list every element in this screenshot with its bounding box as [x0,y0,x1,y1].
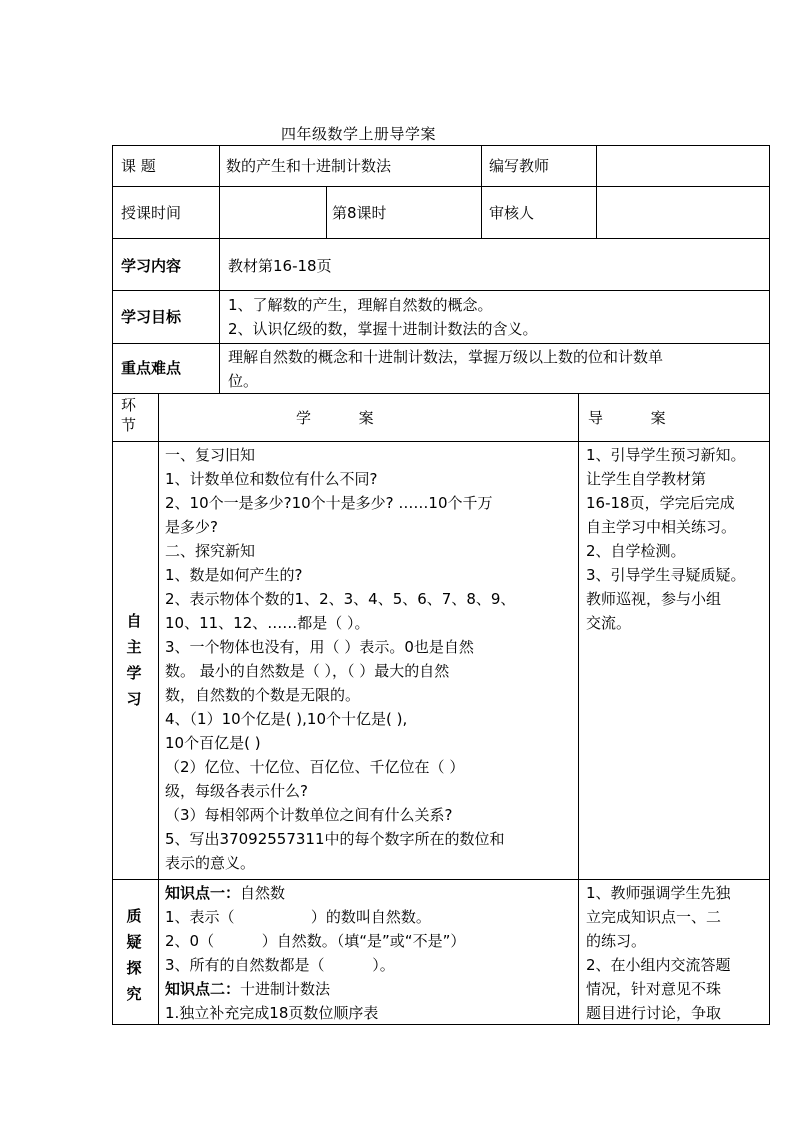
inquiry-line: 2、0（ ）自然数。（填“是”或“不是”） [165,932,466,950]
study-line: 4、（1）10个亿是( ),10个十亿是( ), [165,710,408,728]
guide-line: 2、自学检测。 [586,542,686,560]
guide-line: 交流。 [586,614,632,632]
inquiry-stage [124,903,144,1007]
stage-header-char: 环 [121,396,137,414]
study-line: （2）亿位、十亿位、百亿位、千亿位在（ ） [165,758,465,776]
guide-line: 1、教师强调学生先独 [586,884,731,902]
time-label: 授课时间 [121,204,182,222]
self-study-stage [124,608,144,712]
focus-line: 位。 [228,372,259,390]
content-label: 学习内容 [121,257,182,275]
course-value: 数的产生和十进制计数法 [226,157,392,175]
period-value: 第8课时 [332,204,387,222]
guide-line: 教师巡视，参与小组 [586,590,722,608]
guide-line: 16-18页，学完后完成 [586,494,735,512]
stage-char: 探 [126,959,142,977]
document-title: 四年级数学上册导学案 [281,125,437,143]
kp2-topic: 十进制计数法 [240,980,331,998]
study-line: 10、11、12、……都是（ ）。 [165,614,370,632]
stage-header-char: 节 [121,416,137,434]
self-study-guide [586,443,746,635]
study-line: 2、表示物体个数的1、2、3、4、5、6、7、8、9、 [165,590,516,608]
guide-line: 让学生自学教材第 [586,470,707,488]
guide-line: 2、在小组内交流答题 [586,956,731,974]
study-line: （3）每相邻两个计数单位之间有什么关系? [165,806,453,824]
inquiry-line: 1、表示（ ）的数叫自然数。 [165,908,431,926]
inquiry-line: 3、所有的自然数都是（ ）。 [165,956,395,974]
study-line: 表示的意义。 [165,854,256,872]
stage-char: 究 [126,985,142,1003]
study-line: 数。 最小的自然数是（ ），（ ）最大的自然 [165,662,450,680]
kp2-label: 知识点二： [165,980,241,998]
guide-header: 导 案 [588,409,666,427]
stage-char: 疑 [126,933,142,951]
inquiry-guide [586,881,731,1025]
knowledge-point-1 [165,881,465,905]
study-line: 是多少? [165,518,218,536]
guide-line: 自主学习中相关练习。 [586,518,737,536]
study-line: 二、探究新知 [165,542,256,560]
stage-char: 学 [126,664,142,682]
focus-text [228,345,663,393]
guide-line: 题目进行讨论，争取 [586,1004,722,1022]
focus-line: 理解自然数的概念和十进制计数法，掌握万级以上数的位和计数单 [228,348,664,366]
study-line: 10个百亿是( ) [165,734,261,752]
study-line: 5、写出37092557311中的每个数字所在的数位和 [165,830,505,848]
stage-header [121,395,136,435]
study-line: 1、计数单位和数位有什么不同? [165,470,378,488]
guide-line: 的练习。 [586,932,647,950]
goals-label: 学习目标 [121,308,182,326]
study-line: 级，每级各表示什么? [165,782,308,800]
course-label: 课 题 [121,157,156,175]
guide-line: 情况，针对意见不珠 [586,980,722,998]
guide-line: 1、引导学生预习新知。 [586,446,746,464]
study-line: 一、复习旧知 [165,446,256,464]
stage-char: 主 [126,638,142,656]
guide-line: 3、引导学生寻疑质疑。 [586,566,746,584]
study-line: 3、一个物体也没有，用（ ）表示。0也是自然 [165,638,474,656]
kp1-topic: 自然数 [240,884,286,902]
kp1-label: 知识点一： [165,884,241,902]
stage-char: 自 [126,612,142,630]
focus-label: 重点难点 [121,359,182,377]
study-line: 2、10个一是多少?10个十是多少? ……10个千万 [165,494,493,512]
knowledge-point-2 [165,977,465,1001]
self-study-content [165,443,515,875]
inquiry-line: 1.独立补充完成18页数位顺序表 [165,1004,379,1022]
stage-char: 习 [126,690,142,708]
goals-text [228,293,538,341]
study-line: 1、数是如何产生的? [165,566,303,584]
study-header: 学 案 [296,409,374,427]
guide-line: 立完成知识点一、二 [586,908,722,926]
content-value: 教材第16-18页 [228,257,332,275]
goal-line: 2、认识亿级的数，掌握十进制计数法的含义。 [228,320,538,338]
goal-line: 1、了解数的产生，理解自然数的概念。 [228,296,493,314]
study-line: 数，自然数的个数是无限的。 [165,686,361,704]
reviewer-label: 审核人 [489,204,535,222]
stage-char: 质 [126,907,142,925]
inquiry-content [165,881,465,1025]
author-label: 编写教师 [489,157,550,175]
